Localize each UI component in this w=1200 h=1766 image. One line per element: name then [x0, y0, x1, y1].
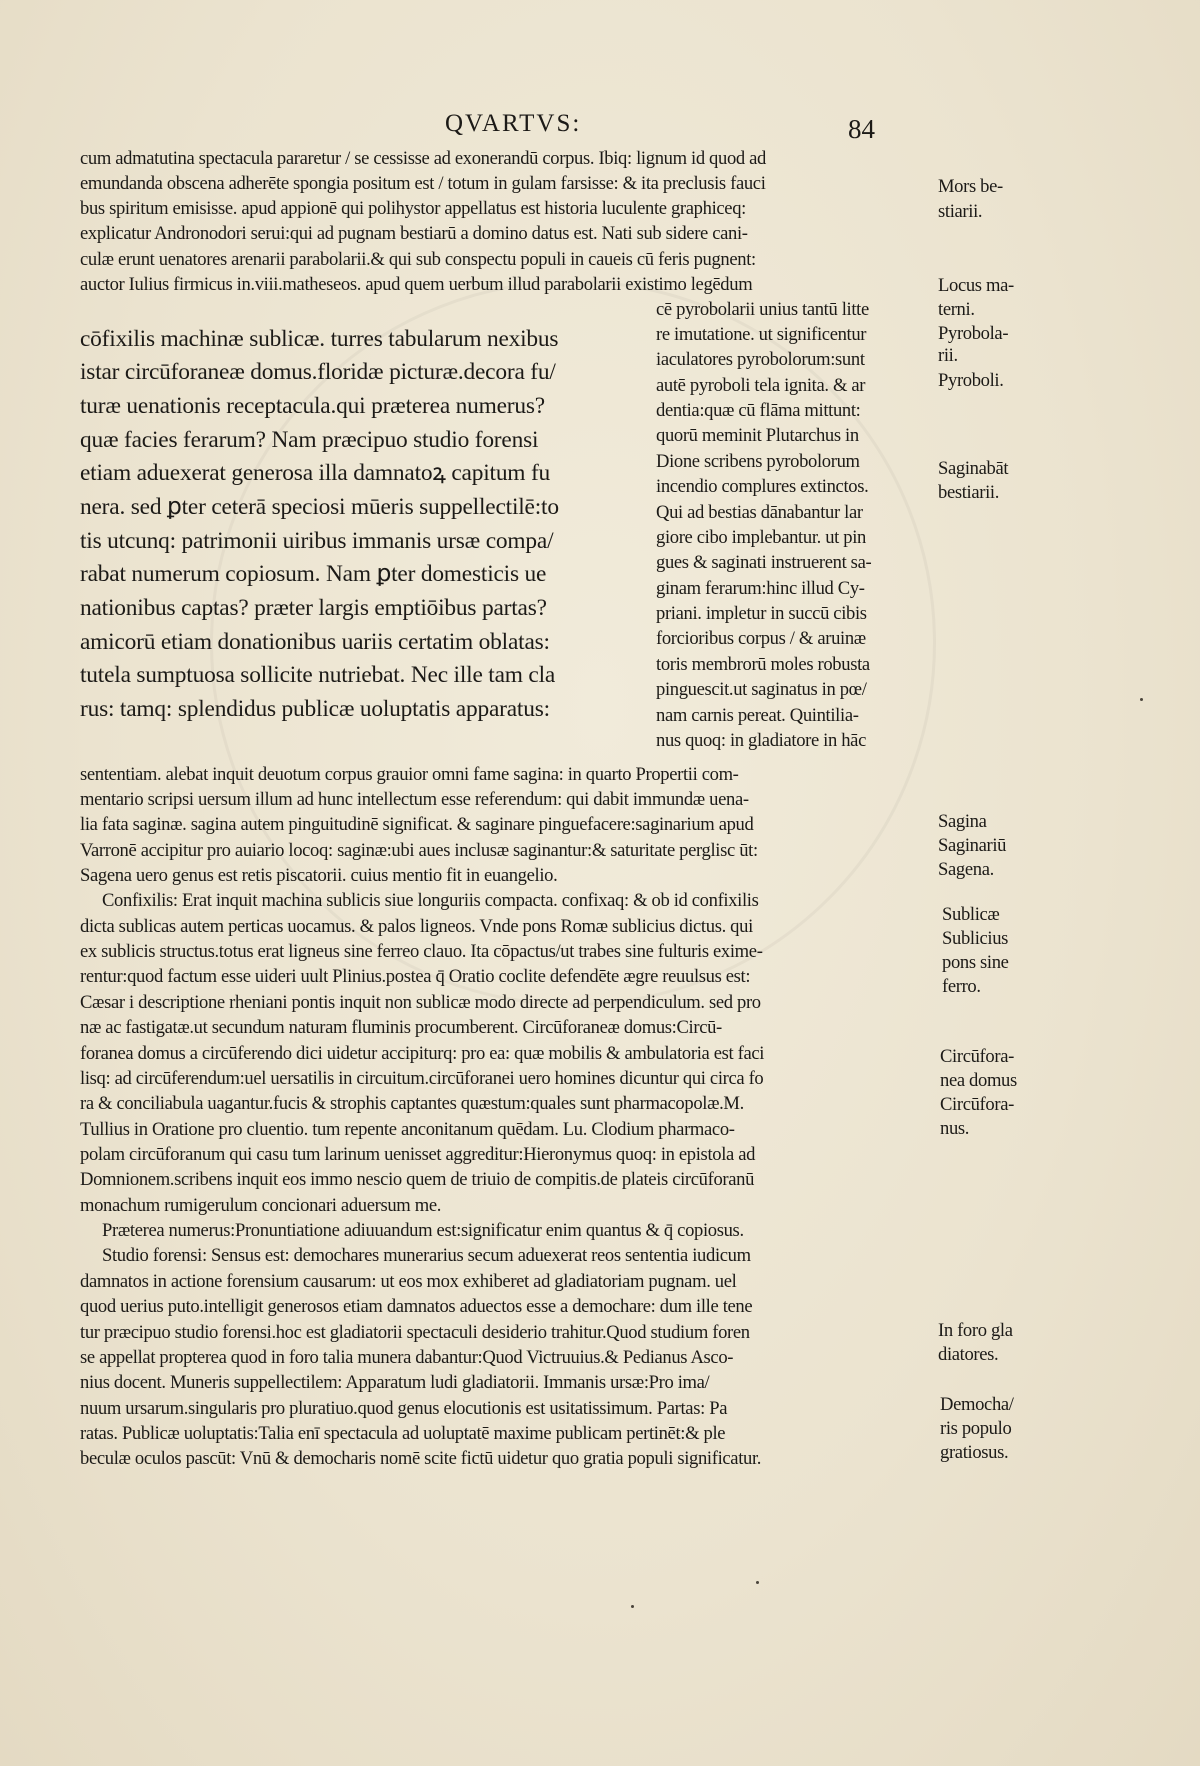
commentary-line: Confixilis: Erat inquit machina sublicis siue longuriis compacta. confixaq: & ob id confixilis	[102, 890, 759, 911]
marginal-note: Sagena.	[938, 859, 994, 880]
side-column-line: nam carnis pereat. Quintilia-	[656, 705, 859, 726]
marginal-note: nus.	[940, 1118, 970, 1139]
marginal-note: gratiosus.	[940, 1442, 1009, 1463]
commentary-line: auctor Iulius firmicus in.viii.matheseos. apud quem uerbum illud parabolarii existimo legēdum	[80, 274, 753, 295]
marginal-note: diatores.	[938, 1344, 999, 1365]
commentary-line: Varronē accipitur pro auiario locoq: saginæ:ubi aues inclusæ saginantur:& saturitate perglisc ūt:	[80, 840, 758, 861]
commentary-line: ex sublicis structus.totus erat ligneus sine ferreo clauo. Ita cōpactus/ut trabes sine fulturis exime-	[80, 941, 763, 962]
side-column-line: re imutatione. ut significentur	[656, 324, 867, 345]
commentary-line: emundanda obscena adherēte spongia positum est / totum in gulam farsisse: & ita preclusis fauci	[80, 173, 766, 194]
side-column-line: pinguescit.ut saginatus in pœ/	[656, 679, 867, 700]
running-head-title: QVARTVS:	[445, 110, 582, 137]
commentary-line: quod uerius puto.intelligit generosos etiam damnatos aduectos esse a demochare: dum ille tene	[80, 1296, 753, 1317]
commentary-line: lisq: ad circūferendum:uel uersatilis in circuitum.circūforanei uero homines dicuntur qui circa fo	[80, 1068, 764, 1089]
marginal-note: Sublicæ	[942, 904, 1000, 925]
main-text-line: nera. sed ꝑter ceterā speciosi mūeris suppellectilē:to	[80, 494, 559, 520]
commentary-line: Studio forensi: Sensus est: demochares munerarius secum aduexerat reos sententia iudicum	[102, 1245, 751, 1266]
side-column-line: giore cibo implebantur. ut pin	[656, 527, 867, 548]
main-text-line: nationibus captas? præter largis emptiōibus partas?	[80, 595, 547, 621]
main-text-line: istar circūforaneæ domus.floridæ picturæ.decora fu/	[80, 359, 556, 385]
commentary-line: Tullius in Oratione pro cluentio. tum repente anconitanum quēdam. Lu. Clodium pharmaco-	[80, 1119, 735, 1140]
marginal-note: Circūfora-	[940, 1046, 1014, 1067]
marginal-note: rii.	[938, 345, 958, 366]
main-text-line: turæ uenationis receptacula.qui præterea numerus?	[80, 393, 545, 419]
side-column-line: incendio complures extinctos.	[656, 476, 869, 497]
main-text-line: tutela sumptuosa sollicite nutriebat. Nec ille tam cla	[80, 662, 556, 688]
commentary-line: næ ac fastigatæ.ut secundum naturam fluminis procumberent. Circūforaneæ domus:Circū-	[80, 1017, 722, 1038]
marginal-note: Saginabāt	[938, 458, 1009, 479]
commentary-line: se appellat propterea quod in foro talia munera dabantur:Quod Victruuius.& Pedianus Asco-	[80, 1347, 734, 1368]
commentary-line: ratas. Publicæ uoluptatis:Talia enī spectacula ad uoluptatē maxime publicam pertinēt:& ple	[80, 1423, 726, 1444]
side-column-line: priani. impletur in succū cibis	[656, 603, 867, 624]
side-column-line: cē pyrobolarii unius tantū litte	[656, 299, 869, 320]
commentary-line: sententiam. alebat inquit deuotum corpus grauior omni fame sagina: in quarto Propertii com-	[80, 764, 739, 785]
commentary-line: culæ erunt uenatores arenarii parabolarii.& qui sub conspectu populi in caueis cū feris pugnent:	[80, 249, 756, 270]
marginal-note: Pyrobola-	[938, 323, 1009, 344]
commentary-line: mentario scripsi uersum illum ad hunc intellectum esse referendum: qui dabit immundæ uena-	[80, 789, 749, 810]
marginal-note: Circūfora-	[940, 1094, 1014, 1115]
commentary-line: Cæsar i descriptione rheniani pontis inquit non sublicæ modo directe ad perpendiculum. sed pro	[80, 992, 761, 1013]
marginal-note: bestiarii.	[938, 482, 1000, 503]
side-column-line: Dione scribens pyrobolorum	[656, 451, 860, 472]
marginal-note: Sublicius	[942, 928, 1009, 949]
commentary-line: nius docent. Muneris suppellectilem: Apparatum ludi gladiatorii. Immanis ursæ:Pro ima/	[80, 1372, 710, 1393]
side-column-line: iaculatores pyrobolorum:sunt	[656, 349, 865, 370]
commentary-line: lia fata saginæ. sagina autem pinguitudinē significat. & saginare pinguefacere:saginarium apud	[80, 814, 754, 835]
side-column-line: nus quoq: in gladiatore in hāc	[656, 730, 866, 751]
side-column-line: gues & saginati instruerent sa-	[656, 552, 872, 573]
commentary-line: tur præcipuo studio forensi.hoc est gladiatorii spectaculi desiderio trahitur.Quod studium foren	[80, 1322, 750, 1343]
side-column-line: Qui ad bestias dānabantur lar	[656, 502, 863, 523]
main-text-line: etiam aduexerat generosa illa damnatoꝝ capitum fu	[80, 460, 551, 486]
marginal-note: Saginariū	[938, 835, 1007, 856]
marginal-note: Locus ma-	[938, 275, 1014, 296]
paper-speck	[631, 1605, 634, 1608]
side-column-line: quorū meminit Plutarchus in	[656, 425, 859, 446]
main-text-line: quæ facies ferarum? Nam præcipuo studio forensi	[80, 427, 539, 453]
commentary-line: Præterea numerus:Pronuntiatione adiuuandum est:significatur enim quantus & q̄ copiosus.	[102, 1220, 744, 1241]
paper-speck	[756, 1581, 759, 1584]
commentary-line: nuum ursarum.singularis pro pluratiuo.quod genus elocutionis est usitatissimum. Partas: Pa	[80, 1398, 728, 1419]
marginal-note: In foro gla	[938, 1320, 1013, 1341]
commentary-line: rentur:quod factum esse uideri uult Plinius.postea q̄ Oratio coclite defendēte ægre reuulsus est:	[80, 966, 751, 987]
commentary-line: damnatos in actione forensium causarum: ut eos mox exhiberet ad gladiatoriam pugnam. uel	[80, 1271, 737, 1292]
side-column-line: ginam ferarum:hinc illud Cy-	[656, 578, 865, 599]
side-column-line: forcioribus corpus / & aruinæ	[656, 628, 866, 649]
marginal-note: Sagina	[938, 811, 987, 832]
main-text-line: tis utcunq: patrimonii uiribus immanis ursæ compa/	[80, 528, 554, 554]
main-text-line: rabat numerum copiosum. Nam ꝑter domesticis ue	[80, 561, 547, 587]
marginal-note: ris populo	[940, 1418, 1012, 1439]
side-column-line: toris membrorū moles robusta	[656, 654, 870, 675]
running-head	[0, 110, 1200, 144]
marginal-note: Pyroboli.	[938, 370, 1004, 391]
paper-speck	[1140, 698, 1143, 701]
commentary-line: cum admatutina spectacula pararetur / se cessisse ad exonerandū corpus. Ibiq: lignum id quod ad	[80, 148, 766, 169]
marginal-note: Mors be-	[938, 176, 1003, 197]
commentary-line: explicatur Andronodori serui:qui ad pugnam bestiarū a domino datus est. Nati sub sidere cani-	[80, 223, 748, 244]
main-text-line: cōfixilis machinæ sublicæ. turres tabularum nexibus	[80, 326, 559, 352]
main-text-line: rus: tamq: splendidus publicæ uoluptatis apparatus:	[80, 696, 550, 722]
main-text-line: amicorū etiam donationibus uariis certatim oblatas:	[80, 629, 550, 655]
side-column-line: autē pyroboli tela ignita. & ar	[656, 375, 866, 396]
commentary-line: ra & conciliabula uagantur.fucis & strophis captantes quæstum:quales sunt pharmacopolæ.M.	[80, 1093, 744, 1114]
commentary-line: monachum rumigerulum concionari aduersum me.	[80, 1195, 442, 1216]
commentary-line: foranea domus a circūferendo dici uidetur accipiturq: pro ea: quæ mobilis & ambulatoria est faci	[80, 1043, 765, 1064]
commentary-line: Sagena uero genus est retis piscatorii. cuius mentio fit in euangelio.	[80, 865, 558, 886]
commentary-line: dicta sublicas autem perticas uocamus. & palos ligneos. Vnde pons Romæ sublicius dictus. qui	[80, 916, 753, 937]
marginal-note: terni.	[938, 299, 975, 320]
commentary-line: beculæ oculos pascūt: Vnū & democharis nomē scite fictū uidetur quo gratia populi significatur.	[80, 1448, 762, 1469]
marginal-note: nea domus	[940, 1070, 1017, 1091]
marginal-note: Democha/	[940, 1394, 1014, 1415]
folio-number: 84	[848, 114, 875, 144]
commentary-line: Domnionem.scribens inquit eos immo nescio quem de triuio de compitis.de plateis circūforanū	[80, 1169, 755, 1190]
marginal-note: ferro.	[942, 976, 981, 997]
commentary-line: bus spiritum emisisse. apud appionē qui polihystor appellatus est historia luculente graphiceq:	[80, 198, 746, 219]
side-column-line: dentia:quæ cū flāma mittunt:	[656, 400, 861, 421]
marginal-note: stiarii.	[938, 201, 983, 222]
commentary-line: polam circūforanum qui casu tum larinum uenisset aggreditur:Hieronymus quoq: in epistola ad	[80, 1144, 756, 1165]
marginal-note: pons sine	[942, 952, 1009, 973]
